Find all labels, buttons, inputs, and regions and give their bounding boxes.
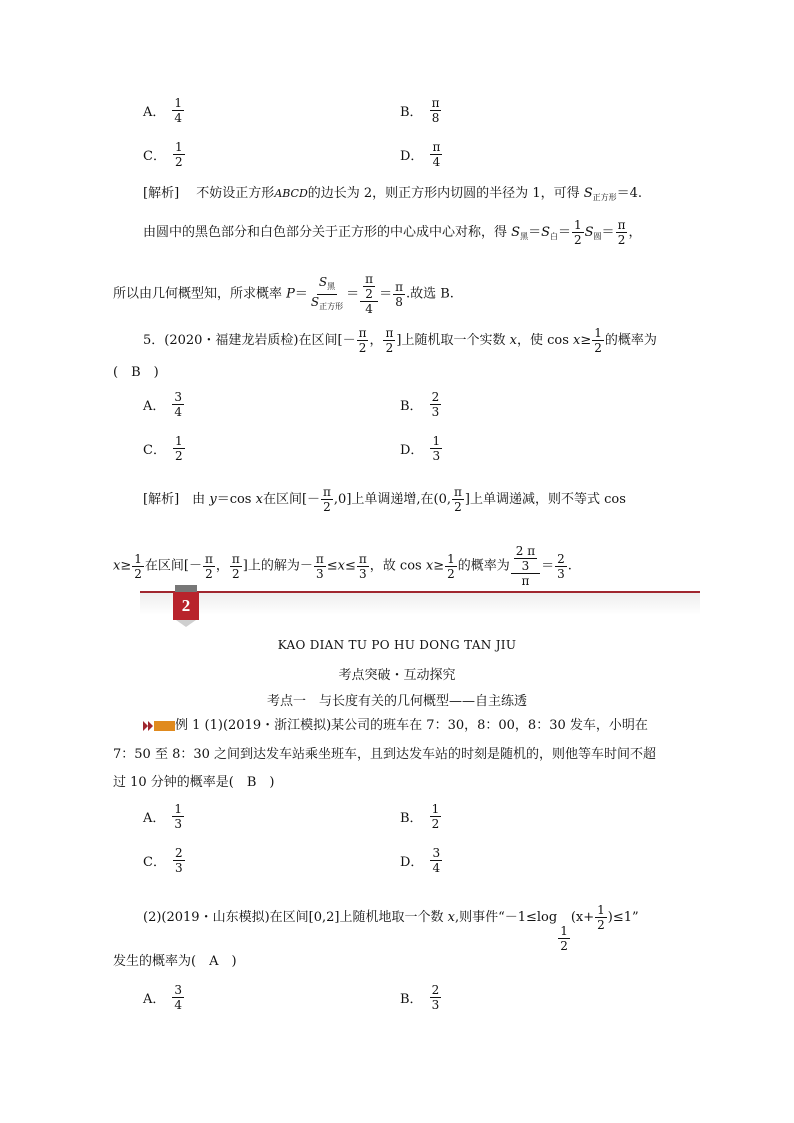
frac-num: π (365, 272, 374, 286)
subscript: 正方形 (592, 193, 617, 202)
q5-analysis-line2: x≥ $\frac{1}{2}$ 在区间[－ $\frac{\pi}{2}$ ， $\frac{\pi}{2}$ ]上的解为－ $\frac{\pi}{3}$ ≤x≤ $\frac{\pi}{3}$ ，故 cos x≥ $\frac{1}{2}$ 的概率为 $\frac{\frac{2 \pi}{3}}{\pi}$ ＝ $\frac{2}{3}$ . (113, 544, 572, 588)
analysis-tag: [解析] (143, 186, 180, 201)
option-label: A． (143, 811, 166, 826)
frac-den: 2 (560, 939, 568, 953)
option-label: D． (400, 443, 424, 458)
section-pinyin: KAO DIAN TU PO HU DONG TAN JIU (277, 638, 517, 652)
frac-den: 2 (594, 341, 602, 355)
frac-den: 4 (432, 155, 441, 169)
symbol: S (318, 274, 328, 289)
subscript: 白 (549, 232, 558, 241)
frac-den: 3 (359, 566, 367, 581)
arrow-marker-icon (143, 720, 175, 732)
option-label: A． (143, 399, 166, 414)
q4-analysis-line3: 所以由几何概型知，所求概率 P＝ $\frac{S_黑}{S_{正方形}}$ ＝ $\frac{\frac{\pi}{2}}{4}$ ＝ $\frac{\pi}{8}$ .故选 B. (113, 272, 454, 316)
subscript: 黑 (520, 232, 529, 241)
q4-option-c (143, 140, 186, 169)
section-number-badge: 2 (173, 592, 199, 620)
analysis-tag: [解析] (143, 492, 180, 507)
frac-num: 1 (174, 140, 183, 154)
option-label: D． (400, 149, 424, 164)
frac-num: 1 (174, 434, 183, 448)
frac-den: 3 (315, 566, 324, 581)
frac-num: π (432, 140, 441, 154)
q5-option-b (400, 390, 442, 419)
ex1-option-a (143, 802, 185, 831)
ex1-option-b (400, 802, 442, 831)
frac-den: 4 (174, 111, 183, 125)
symbol: y (209, 492, 217, 507)
frac-den: 2 (323, 500, 331, 514)
text: ，使 cos (516, 333, 569, 348)
section-header-line (140, 591, 700, 593)
ex1-option-d (400, 846, 443, 875)
text: 例 1 (1)(2019・浙江模拟)某公司的班车在 7：30，8：00，8：30 发车，小明在 (175, 718, 648, 733)
frac-num: 1 (134, 551, 142, 566)
option-label: D． (400, 855, 424, 870)
frac-num: 1 (432, 434, 441, 448)
frac-num: π (204, 551, 213, 566)
frac-den: 2 (205, 566, 213, 581)
q4-option-a (143, 96, 185, 125)
text: 在区间[－ (262, 492, 321, 507)
symbol: x (447, 910, 455, 925)
frac-num: π (323, 485, 331, 499)
ex2-option-a (143, 983, 185, 1012)
frac-num: π (385, 326, 394, 340)
subscript: 正方形 (319, 301, 344, 311)
option-label: B． (400, 399, 423, 414)
option-label: C． (143, 855, 166, 870)
ex1-option-c (143, 846, 186, 875)
ex1-line2: 7：50 至 8：30 之间到达发车站乘坐班车，且到达发车站的时刻是随机的，则他等车时间不超 (113, 747, 657, 762)
text: ,则事件“－1≤log (454, 910, 558, 925)
ex1-line1 (143, 716, 648, 736)
frac-den: 2 (454, 500, 462, 514)
ex2-option-b (400, 983, 442, 1012)
symbol: P (286, 286, 295, 302)
symbol: x (573, 333, 581, 348)
frac-num: π (431, 96, 440, 110)
text: ABCD (274, 187, 308, 200)
frac-num: 1 (560, 924, 568, 938)
section-title: 考点突破・互动探究 (338, 668, 456, 683)
text: 不妨设正方形 (196, 186, 275, 201)
option-label: B． (400, 811, 423, 826)
text: ) (607, 910, 613, 925)
frac-den: 2 (358, 341, 367, 355)
frac-num: 1 (574, 218, 582, 232)
frac-den: 2 (597, 918, 605, 932)
frac-num: 1 (594, 326, 602, 340)
text: 5．(2020・福建龙岩质检)在区间[－ (143, 333, 356, 348)
symbol: x (337, 558, 345, 574)
frac-num: 3 (174, 983, 183, 997)
text: ＝cos (216, 492, 252, 507)
text: (2)(2019・山东模拟)在区间[0,2]上随机地取一个数 (143, 910, 444, 925)
frac-num: 1 (174, 802, 183, 816)
frac-den: 3 (174, 861, 183, 875)
frac-den: 2 (232, 566, 240, 581)
frac-den: 2 (574, 233, 582, 247)
frac-den: 3 (431, 405, 440, 419)
text: ,0]上单调递增,在(0, (333, 492, 452, 507)
badge-tip (176, 620, 196, 627)
option-label: B． (400, 992, 423, 1007)
frac-num: π (395, 279, 403, 294)
badge-cap (175, 585, 197, 592)
frac-den: 3 (432, 449, 441, 463)
frac-num: 3 (432, 846, 441, 860)
frac-den: 2 (617, 233, 626, 247)
frac-den: π (521, 574, 530, 588)
q4-option-d (400, 140, 443, 169)
q4-analysis-line1 (143, 184, 642, 208)
symbol: S (583, 186, 593, 201)
frac-den: 3 (557, 566, 565, 581)
subscript: 黑 (327, 281, 336, 291)
symbol: S (310, 294, 320, 309)
q5-analysis-line1 (143, 485, 626, 514)
q5-option-c (143, 434, 186, 463)
text: 在区间[－ (144, 558, 202, 574)
text: ＝4. (616, 186, 643, 201)
text: ，故 cos (369, 558, 422, 574)
frac-den: 2 (134, 566, 142, 581)
frac-den: 4 (432, 861, 441, 875)
frac-den: 2 (174, 155, 183, 169)
option-label: B． (400, 105, 423, 120)
q4-option-b (400, 96, 442, 125)
frac-den: 8 (431, 111, 440, 125)
text: 的概率为 (604, 333, 657, 348)
frac-num: 1 (174, 96, 183, 110)
frac-den: 2 (365, 287, 373, 301)
frac-num: 2 π (515, 544, 536, 558)
frac-num: 2 (431, 390, 440, 404)
text: 的边长为 2，则正方形内切圆的半径为 1，可得 (307, 186, 580, 201)
frac-num: π (231, 551, 240, 566)
frac-den: 4 (174, 405, 183, 419)
symbol: S (541, 225, 550, 240)
option-label: A． (143, 992, 166, 1007)
frac-num: π (315, 551, 324, 566)
symbol: S (584, 225, 594, 240)
option-label: C． (143, 149, 166, 164)
frac-den: 2 (385, 341, 394, 355)
frac-num: 1 (447, 551, 455, 566)
section-header-band (140, 593, 700, 615)
ex1-line3: 过 10 分钟的概率是( B ) (113, 775, 275, 790)
frac-num: 2 (431, 983, 440, 997)
frac-num: π (617, 218, 626, 232)
option-label: A． (143, 105, 166, 120)
text: 的概率为 (457, 558, 510, 574)
q5-option-a (143, 390, 185, 419)
ex2-line1 (143, 903, 639, 953)
symbol: x (425, 558, 434, 574)
frac-den: 2 (447, 566, 455, 581)
q5-stem: 5．(2020・福建龙岩质检)在区间[－ $\frac{\pi}{2}$ ， $\frac{\pi}{2}$ ]上随机取一个实数 x，使 cos x≥ $\frac{1}{2}$ 的概率为 (143, 326, 657, 355)
text: 由圆中的黑色部分和白色部分关于正方形的中心成中心对称，得 (143, 225, 508, 240)
q5-option-d (400, 434, 443, 463)
q5-answer: ( B ) (113, 365, 159, 380)
text: 由 (192, 492, 206, 507)
text: ]上的解为－ (242, 558, 313, 574)
text: .故选 B. (405, 286, 454, 302)
frac-den: 3 (521, 559, 530, 573)
frac-num: π (358, 551, 367, 566)
frac-num: π (454, 485, 462, 499)
frac-num: π (358, 326, 367, 340)
frac-num: 2 (174, 846, 183, 860)
symbol: x (509, 333, 517, 348)
text: ≤1” (612, 910, 639, 925)
frac-num: 1 (597, 903, 605, 917)
frac-den: 3 (431, 998, 440, 1012)
frac-num: 1 (431, 802, 440, 816)
text: (x+ (570, 910, 595, 925)
symbol: x (255, 492, 263, 507)
subscript: 圆 (593, 232, 602, 241)
section-subtitle: 考点一 与长度有关的几何概型——自主练透 (266, 694, 527, 709)
frac-den: 2 (431, 817, 440, 831)
symbol: x (113, 558, 121, 574)
frac-den: 2 (174, 449, 183, 463)
frac-den: 3 (174, 817, 183, 831)
text: ]上单调递减，则不等式 cos (464, 492, 626, 507)
q4-analysis-line2: 由圆中的黑色部分和白色部分关于正方形的中心成中心对称，得 $S_黑=S_白=$ $\frac{1}{2}$ $S_圆=$ $\frac{\pi}{2}$ ， (143, 218, 642, 247)
ex2-line2: 发生的概率为( A ) (113, 954, 237, 969)
text: 上随机取一个实数 (401, 333, 506, 348)
option-label: C． (143, 443, 166, 458)
text: 所以由几何概型知，所求概率 (113, 286, 283, 302)
symbol: S (511, 225, 521, 240)
frac-den: 4 (174, 998, 183, 1012)
frac-num: 3 (174, 390, 183, 404)
